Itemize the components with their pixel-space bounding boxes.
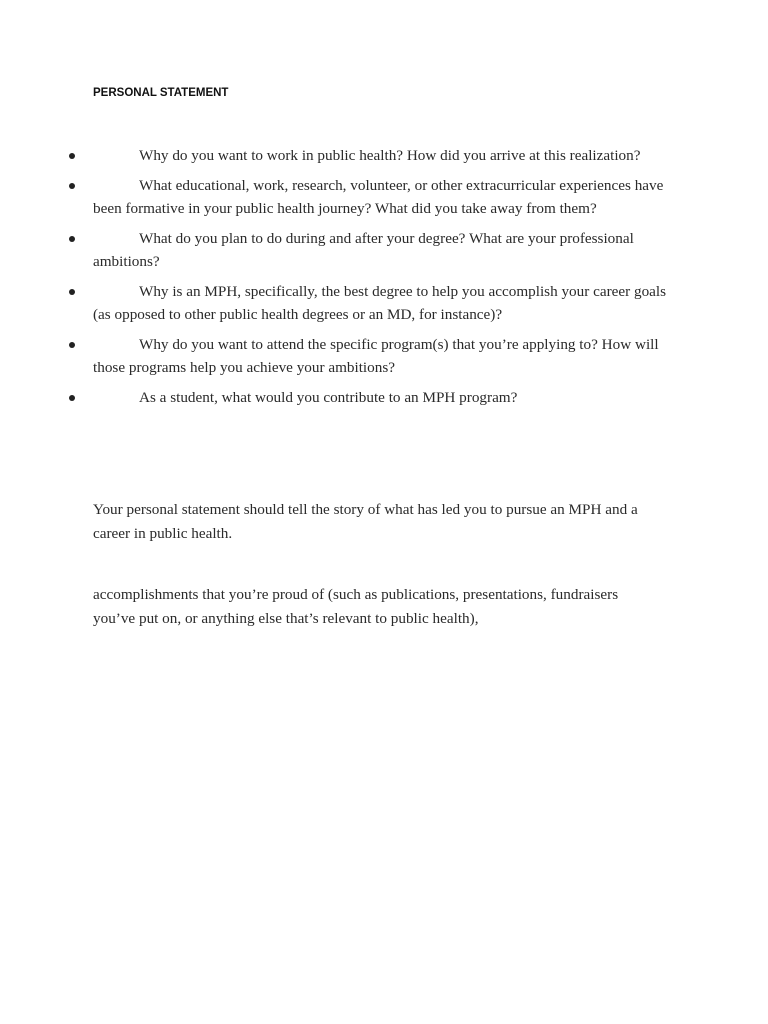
list-item bbox=[0, 386, 768, 410]
question-list bbox=[0, 144, 768, 415]
list-item-text: Why is an MPH, specifically, the best degree to help you accomplish your career goals (as opposed to other public health degrees or an MD, for instance)? bbox=[93, 282, 667, 323]
bullet-icon bbox=[69, 183, 75, 189]
body-paragraph: accomplishments that you’re proud of (such as publications, presentations, fundraisers you’ve put on, or anything else that’s relevant to public health), bbox=[93, 586, 619, 627]
list-item bbox=[0, 144, 768, 168]
bullet-icon bbox=[69, 153, 75, 159]
document-heading: PERSONAL STATEMENT bbox=[93, 87, 229, 99]
list-item-text: As a student, what would you contribute to an MPH program? bbox=[139, 388, 518, 406]
list-item bbox=[0, 227, 768, 274]
bullet-icon bbox=[69, 342, 75, 348]
bullet-icon bbox=[69, 289, 75, 295]
bullet-icon bbox=[69, 236, 75, 242]
list-item bbox=[0, 333, 768, 380]
list-item-text: What educational, work, research, volunteer, or other extracurricular experiences have been formative in your public health journey? What did you take away from them? bbox=[93, 176, 664, 217]
list-item-text: Why do you want to work in public health? How did you arrive at this realization? bbox=[139, 147, 641, 164]
list-item bbox=[0, 280, 768, 327]
body-paragraph: Your personal statement should tell the story of what has led you to pursue an MPH and a career in public health. bbox=[93, 501, 638, 542]
bullet-icon bbox=[69, 395, 75, 401]
list-item-text: What do you plan to do during and after your degree? What are your professional ambitions? bbox=[93, 229, 634, 270]
list-item bbox=[0, 174, 768, 221]
list-item-text: Why do you want to attend the specific program(s) that you’re applying to? How will those programs help you achieve your ambitions? bbox=[93, 335, 659, 376]
